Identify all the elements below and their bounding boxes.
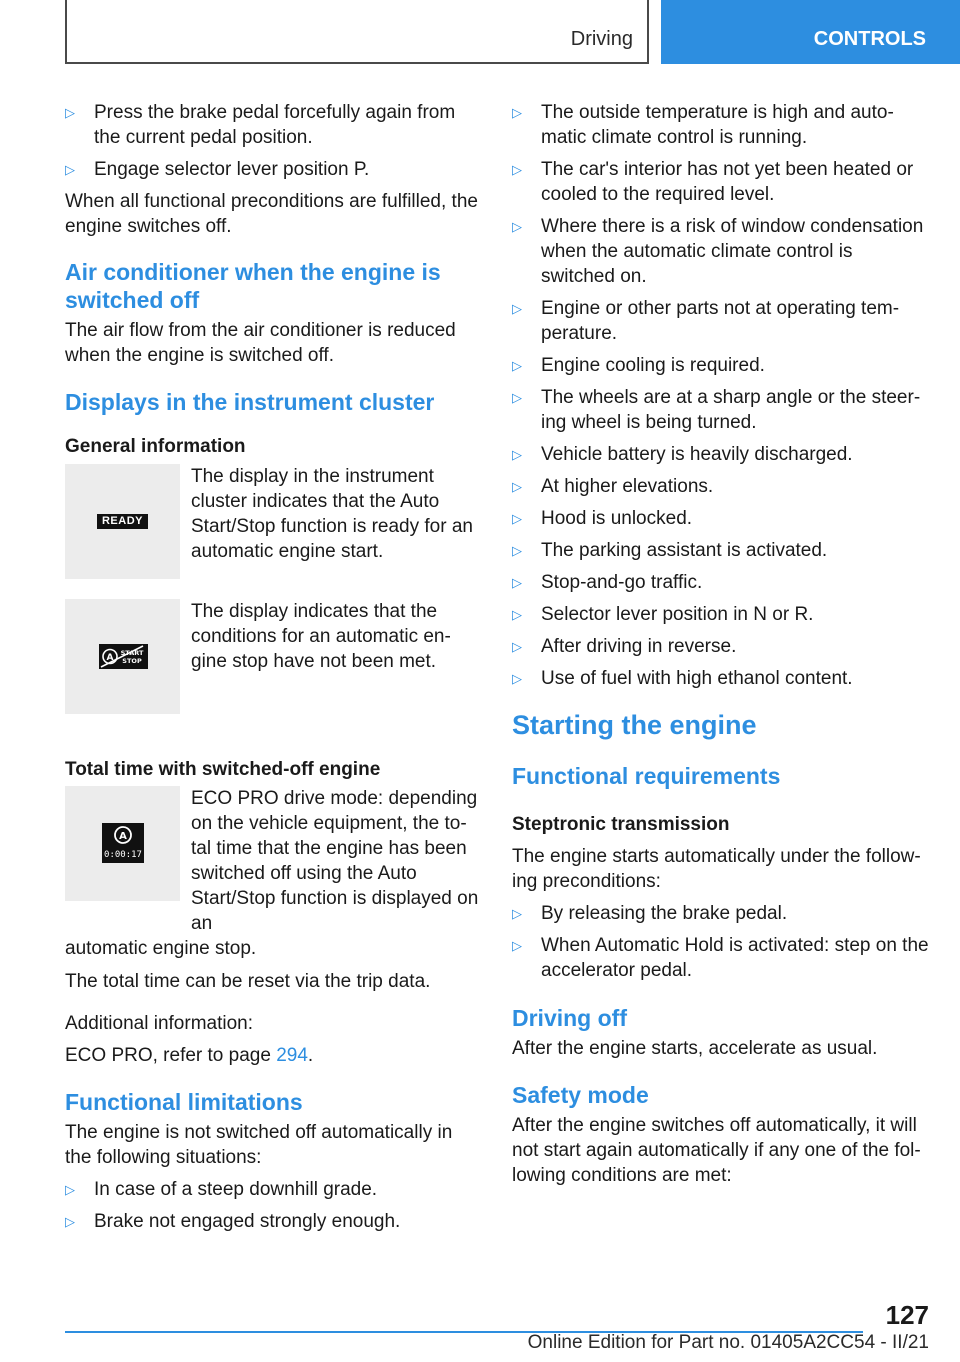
svg-text:A: A <box>106 653 114 663</box>
list-item: ▷ Stop-and-go traffic. <box>512 572 703 593</box>
list-item: ▷ The wheels are at a sharp angle or the steer‐ing wheel is being turned. <box>512 387 921 433</box>
bullet-triangle-icon: ▷ <box>512 575 522 590</box>
bullet-triangle-icon: ▷ <box>512 511 522 526</box>
paragraph: The total time can be reset via the trip data. <box>65 971 431 992</box>
bullet-triangle-icon: ▷ <box>512 219 522 234</box>
start-stop-display-image <box>65 599 180 714</box>
list-item: ▷ The outside temperature is high and auto‐matic climate control is running. <box>512 102 894 148</box>
list-item: ▷ Vehicle battery is heavily discharged. <box>512 444 853 465</box>
list-item: ▷ Use of fuel with high ethanol content. <box>512 668 853 689</box>
bullet-triangle-icon: ▷ <box>512 543 522 558</box>
svg-text:0:00:17: 0:00:17 <box>104 850 142 860</box>
figure-timer <box>65 786 483 936</box>
heading-functional: Functional requirements <box>512 763 781 789</box>
list-item: ▷ Press the brake pedal forcefully again from the current pedal position. <box>65 102 456 148</box>
figure-start-stop <box>65 599 483 749</box>
list-item: ▷ Where there is a risk of window condensation when the automatic climate control is switched on. <box>512 216 924 287</box>
bullet-triangle-icon: ▷ <box>512 639 522 654</box>
heading-general: General information <box>65 436 246 457</box>
bullet-triangle-icon: ▷ <box>65 162 75 177</box>
list-item: ▷ In case of a steep downhill grade. <box>65 1179 378 1200</box>
bullet-triangle-icon: ▷ <box>65 105 75 120</box>
paragraph: When all functional preconditions are fulfilled, the engine switches off. <box>65 191 478 237</box>
bullet-triangle-icon: ▷ <box>512 671 522 686</box>
list-item: ▷ The parking assistant is activated. <box>512 540 828 561</box>
bullet-triangle-icon: ▷ <box>512 105 522 120</box>
left-column <box>65 100 483 1234</box>
heading-displays: Displays in the instrument cluster <box>65 389 435 415</box>
ready-display-image <box>65 464 180 579</box>
svg-text:START: START <box>120 649 144 657</box>
figure-caption: ECO PRO drive mode: depending on the vehicle equipment, the to‐tal time that the engine has been switched off using the Auto Start/Stop function is displayed on an <box>191 788 479 934</box>
list-item: ▷ Hood is unlocked. <box>512 508 693 529</box>
paragraph: The air flow from the air conditioner is reduced when the engine is switched off. <box>65 320 456 366</box>
bullet-triangle-icon: ▷ <box>512 390 522 405</box>
list-item: ▷ Engine cooling is required. <box>512 355 765 376</box>
bullet-list-conditions <box>512 100 930 691</box>
bullet-triangle-icon: ▷ <box>65 1182 75 1197</box>
list-item: ▷ After driving in reverse. <box>512 636 737 657</box>
ready-badge: READY <box>97 514 148 529</box>
start-stop-crossed-icon <box>99 644 148 669</box>
bullet-triangle-icon: ▷ <box>512 447 522 462</box>
bullet-list <box>65 1177 483 1234</box>
svg-text:A: A <box>119 831 127 842</box>
bullet-triangle-icon: ▷ <box>512 358 522 373</box>
heading-total-time: Total time with switched-off engine <box>65 759 381 780</box>
paragraph: Additional information: <box>65 1013 253 1034</box>
page-header <box>65 0 960 64</box>
timer-badge <box>102 823 144 863</box>
section-box <box>65 0 649 64</box>
list-item: ▷ The car's interior has not yet been heated or cooled to the required level. <box>512 159 914 205</box>
bullet-list <box>512 901 930 983</box>
right-column <box>512 100 930 1188</box>
paragraph: The engine starts automatically under the follow‐ing preconditions: <box>512 846 921 892</box>
list-item: ▷ Brake not engaged strongly enough. <box>65 1211 401 1232</box>
figure-caption: The display indicates that the conditions for an automatic en‐gine stop have not been met. <box>191 601 451 672</box>
list-item: ▷ At higher elevations. <box>512 476 714 497</box>
heading-steptronic: Steptronic transmission <box>512 814 730 835</box>
chapter-tab: CONTROLS <box>661 0 960 64</box>
list-item: ▷ Engage selector lever position P. <box>65 159 370 180</box>
bullet-triangle-icon: ▷ <box>65 1214 75 1229</box>
paragraph: automatic engine stop. <box>65 938 257 959</box>
svg-text:STOP: STOP <box>122 657 142 665</box>
bullet-triangle-icon: ▷ <box>512 607 522 622</box>
bullet-list <box>65 100 483 182</box>
bullet-triangle-icon: ▷ <box>512 938 522 953</box>
figure-ready <box>65 464 483 599</box>
list-item: ▷ Selector lever position in N or R. <box>512 604 814 625</box>
heading-driving-off: Driving off <box>512 1005 627 1031</box>
page-link[interactable]: 294 <box>276 1045 308 1066</box>
bullet-triangle-icon: ▷ <box>512 479 522 494</box>
section-title: Driving <box>570 28 633 50</box>
list-item: ▷ When Automatic Hold is activated: step on the accelerator pedal. <box>512 935 929 981</box>
heading-aircon: Air conditioner when the engine is switched off <box>65 259 441 313</box>
heading-starting: Starting the engine <box>512 710 757 740</box>
paragraph: The engine is not switched off automatically in the following situations: <box>65 1122 453 1168</box>
edition-note: Online Edition for Part no. 01405A2CC54 - II/21 <box>527 1332 929 1353</box>
paragraph-ecopro: ECO PRO, refer to page 294. <box>65 1045 314 1066</box>
list-item: ▷ Engine or other parts not at operating tem‐perature. <box>512 298 900 344</box>
list-item: ▷ By releasing the brake pedal. <box>512 903 788 924</box>
heading-safety: Safety mode <box>512 1082 649 1108</box>
page-number: 127 <box>885 1300 929 1330</box>
paragraph: After the engine starts, accelerate as usual. <box>512 1038 878 1059</box>
paragraph: After the engine switches off automatically, it will not start again automatically if any one of the fol‐lowing conditions are met: <box>512 1115 921 1186</box>
bullet-triangle-icon: ▷ <box>512 301 522 316</box>
bullet-triangle-icon: ▷ <box>512 906 522 921</box>
heading-limitations: Functional limitations <box>65 1089 303 1115</box>
timer-display-image <box>65 786 180 901</box>
figure-caption: The display in the instrument cluster indicates that the Auto Start/Stop function is ready for an automatic engine start. <box>191 466 473 562</box>
bullet-triangle-icon: ▷ <box>512 162 522 177</box>
